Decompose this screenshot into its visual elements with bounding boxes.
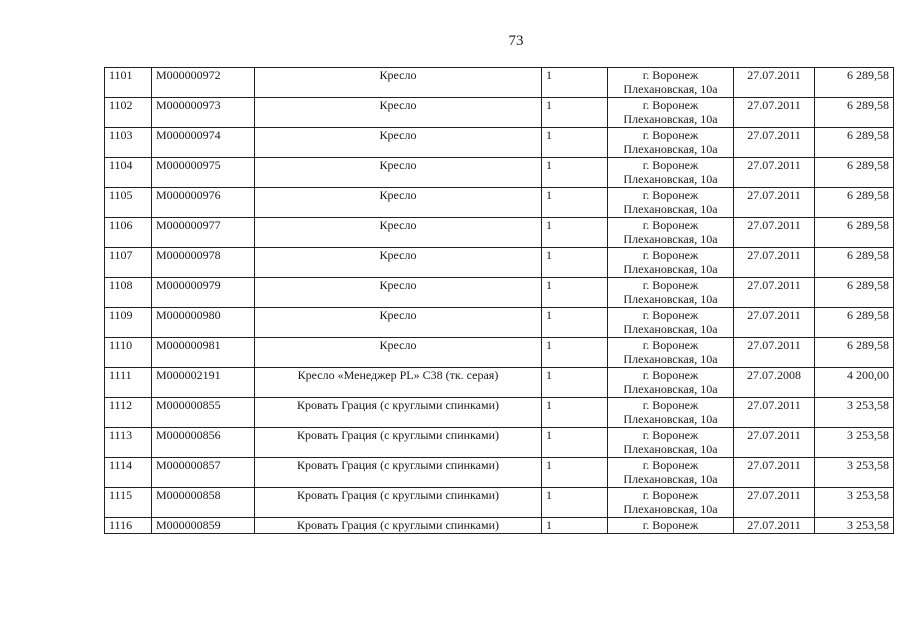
inventory-code-cell: М000000978 — [152, 248, 255, 278]
amount-cell: 3 253,58 — [815, 458, 894, 488]
location-street: Плехановская, 10а — [623, 202, 718, 216]
item-name-cell: Кресло — [255, 308, 542, 338]
location-street: Плехановская, 10а — [623, 142, 718, 156]
table-row — [105, 98, 894, 128]
inventory-code-cell: М000000856 — [152, 428, 255, 458]
location-cell — [608, 128, 734, 158]
row-number-cell: 1110 — [105, 338, 152, 368]
row-number-cell: 1106 — [105, 218, 152, 248]
row-number-cell: 1109 — [105, 308, 152, 338]
amount-cell: 6 289,58 — [815, 158, 894, 188]
inventory-code-cell: М000000859 — [152, 518, 255, 534]
amount-cell: 6 289,58 — [815, 218, 894, 248]
location-cell — [608, 428, 734, 458]
location-street: Плехановская, 10а — [623, 112, 718, 126]
location-city: г. Воронеж — [642, 188, 699, 202]
row-number-cell: 1111 — [105, 368, 152, 398]
location-cell — [608, 338, 734, 368]
row-number-cell: 1108 — [105, 278, 152, 308]
location-cell — [608, 278, 734, 308]
date-cell: 27.07.2011 — [734, 308, 815, 338]
item-name-cell: Кресло — [255, 248, 542, 278]
row-number-cell: 1103 — [105, 128, 152, 158]
location-city: г. Воронеж — [642, 518, 699, 532]
table-row — [105, 338, 894, 368]
table-row — [105, 218, 894, 248]
quantity-cell: 1 — [542, 68, 608, 98]
table-row — [105, 278, 894, 308]
item-name-cell: Кресло — [255, 98, 542, 128]
inventory-code-cell: М000000981 — [152, 338, 255, 368]
amount-cell: 6 289,58 — [815, 338, 894, 368]
location-cell — [608, 98, 734, 128]
page-number: 73 — [508, 33, 524, 49]
row-number-cell: 1101 — [105, 68, 152, 98]
item-name-cell: Кресло — [255, 158, 542, 188]
inventory-code-cell: М000000858 — [152, 488, 255, 518]
location-city: г. Воронеж — [642, 458, 699, 472]
location-cell — [608, 488, 734, 518]
location-cell — [608, 398, 734, 428]
table-row — [105, 428, 894, 458]
amount-cell: 3 253,58 — [815, 488, 894, 518]
table-row — [105, 248, 894, 278]
date-cell: 27.07.2011 — [734, 278, 815, 308]
date-cell: 27.07.2011 — [734, 458, 815, 488]
quantity-cell: 1 — [542, 398, 608, 428]
location-city: г. Воронеж — [642, 158, 699, 172]
amount-cell: 3 253,58 — [815, 428, 894, 458]
quantity-cell: 1 — [542, 308, 608, 338]
amount-cell: 4 200,00 — [815, 368, 894, 398]
location-cell — [608, 68, 734, 98]
location-street: Плехановская, 10а — [623, 382, 718, 396]
location-street: Плехановская, 10а — [623, 262, 718, 276]
quantity-cell: 1 — [542, 188, 608, 218]
location-street: Плехановская, 10а — [623, 172, 718, 186]
item-name-cell: Кровать Грация (с круглыми спинками) — [255, 488, 542, 518]
location-street: Плехановская, 10а — [623, 442, 718, 456]
quantity-cell: 1 — [542, 98, 608, 128]
location-city: г. Воронеж — [642, 488, 699, 502]
location-city: г. Воронеж — [642, 248, 699, 262]
table-row — [105, 68, 894, 98]
date-cell: 27.07.2011 — [734, 158, 815, 188]
amount-cell: 3 253,58 — [815, 518, 894, 534]
location-city: г. Воронеж — [642, 338, 699, 352]
table-row — [105, 158, 894, 188]
amount-cell: 6 289,58 — [815, 278, 894, 308]
location-city: г. Воронеж — [642, 98, 699, 112]
quantity-cell: 1 — [542, 218, 608, 248]
inventory-code-cell: М000002191 — [152, 368, 255, 398]
quantity-cell: 1 — [542, 278, 608, 308]
item-name-cell: Кресло — [255, 188, 542, 218]
quantity-cell: 1 — [542, 158, 608, 188]
inventory-code-cell: М000000855 — [152, 398, 255, 428]
table-row — [105, 128, 894, 158]
row-number-cell: 1112 — [105, 398, 152, 428]
location-city: г. Воронеж — [642, 278, 699, 292]
row-number-cell: 1116 — [105, 518, 152, 534]
item-name-cell: Кресло «Менеджер PL» С38 (тк. серая) — [255, 368, 542, 398]
inventory-code-cell: М000000974 — [152, 128, 255, 158]
location-street: Плехановская, 10а — [623, 472, 718, 486]
amount-cell: 6 289,58 — [815, 68, 894, 98]
amount-cell: 6 289,58 — [815, 188, 894, 218]
inventory-code-cell: М000000973 — [152, 98, 255, 128]
item-name-cell: Кровать Грация (с круглыми спинками) — [255, 518, 542, 534]
location-street: Плехановская, 10а — [623, 232, 718, 246]
date-cell: 27.07.2011 — [734, 488, 815, 518]
inventory-code-cell: М000000976 — [152, 188, 255, 218]
item-name-cell: Кресло — [255, 128, 542, 158]
inventory-table — [104, 67, 894, 534]
table-row — [105, 308, 894, 338]
inventory-code-cell: М000000977 — [152, 218, 255, 248]
location-cell — [608, 518, 734, 534]
date-cell: 27.07.2011 — [734, 398, 815, 428]
location-cell — [608, 188, 734, 218]
row-number-cell: 1105 — [105, 188, 152, 218]
quantity-cell: 1 — [542, 518, 608, 534]
date-cell: 27.07.2011 — [734, 68, 815, 98]
row-number-cell: 1102 — [105, 98, 152, 128]
location-street: Плехановская, 10а — [623, 412, 718, 426]
location-city: г. Воронеж — [642, 398, 699, 412]
table-row — [105, 518, 894, 534]
date-cell: 27.07.2011 — [734, 98, 815, 128]
row-number-cell: 1114 — [105, 458, 152, 488]
location-city: г. Воронеж — [642, 68, 699, 82]
location-cell — [608, 248, 734, 278]
location-cell — [608, 308, 734, 338]
table-row — [105, 398, 894, 428]
location-street: Плехановская, 10а — [623, 322, 718, 336]
item-name-cell: Кресло — [255, 68, 542, 98]
quantity-cell: 1 — [542, 128, 608, 158]
quantity-cell: 1 — [542, 488, 608, 518]
location-street: Плехановская, 10а — [623, 352, 718, 366]
quantity-cell: 1 — [542, 338, 608, 368]
location-city: г. Воронеж — [642, 368, 699, 382]
row-number-cell: 1104 — [105, 158, 152, 188]
date-cell: 27.07.2011 — [734, 128, 815, 158]
table-row — [105, 188, 894, 218]
table-row — [105, 458, 894, 488]
quantity-cell: 1 — [542, 428, 608, 458]
quantity-cell: 1 — [542, 458, 608, 488]
inventory-code-cell: М000000980 — [152, 308, 255, 338]
location-city: г. Воронеж — [642, 308, 699, 322]
item-name-cell: Кресло — [255, 278, 542, 308]
date-cell: 27.07.2011 — [734, 248, 815, 278]
item-name-cell: Кресло — [255, 338, 542, 368]
location-cell — [608, 368, 734, 398]
date-cell: 27.07.2011 — [734, 188, 815, 218]
item-name-cell: Кровать Грация (с круглыми спинками) — [255, 398, 542, 428]
inventory-code-cell: М000000972 — [152, 68, 255, 98]
inventory-code-cell: М000000975 — [152, 158, 255, 188]
amount-cell: 6 289,58 — [815, 248, 894, 278]
item-name-cell: Кровать Грация (с круглыми спинками) — [255, 428, 542, 458]
inventory-code-cell: М000000857 — [152, 458, 255, 488]
inventory-code-cell: М000000979 — [152, 278, 255, 308]
amount-cell: 6 289,58 — [815, 98, 894, 128]
date-cell: 27.07.2011 — [734, 518, 815, 534]
location-street: Плехановская, 10а — [623, 502, 718, 516]
date-cell: 27.07.2011 — [734, 428, 815, 458]
item-name-cell: Кровать Грация (с круглыми спинками) — [255, 458, 542, 488]
table-row — [105, 368, 894, 398]
date-cell: 27.07.2011 — [734, 218, 815, 248]
date-cell: 27.07.2008 — [734, 368, 815, 398]
location-city: г. Воронеж — [642, 128, 699, 142]
quantity-cell: 1 — [542, 248, 608, 278]
location-cell — [608, 218, 734, 248]
amount-cell: 6 289,58 — [815, 128, 894, 158]
location-street: Плехановская, 10а — [623, 292, 718, 306]
amount-cell: 3 253,58 — [815, 398, 894, 428]
row-number-cell: 1113 — [105, 428, 152, 458]
location-city: г. Воронеж — [642, 428, 699, 442]
location-cell — [608, 458, 734, 488]
date-cell: 27.07.2011 — [734, 338, 815, 368]
amount-cell: 6 289,58 — [815, 308, 894, 338]
row-number-cell: 1115 — [105, 488, 152, 518]
location-street: Плехановская, 10а — [623, 82, 718, 96]
item-name-cell: Кресло — [255, 218, 542, 248]
location-city: г. Воронеж — [642, 218, 699, 232]
row-number-cell: 1107 — [105, 248, 152, 278]
quantity-cell: 1 — [542, 368, 608, 398]
location-cell — [608, 158, 734, 188]
table-row — [105, 488, 894, 518]
